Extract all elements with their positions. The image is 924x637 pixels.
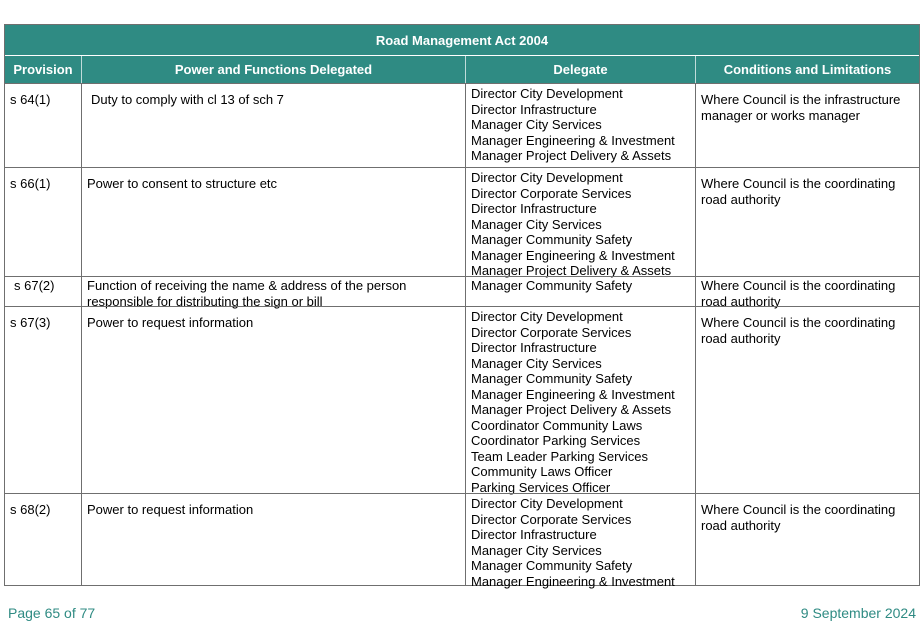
delegate-item: Manager Engineering & Investment <box>471 386 675 402</box>
delegate-item: Director City Development <box>471 309 623 324</box>
delegate-item: Director Infrastructure <box>471 527 597 542</box>
provision-cell: s 67(2) <box>14 278 55 293</box>
header-conditions: Conditions and Limitations <box>723 62 892 77</box>
table-header-row <box>5 56 919 83</box>
provision-cell: s 64(1) <box>10 92 51 107</box>
delegate-item: Team Leader Parking Services <box>471 448 649 464</box>
delegate-item: Coordinator Parking Services <box>471 433 641 448</box>
delegate-item: Manager City Services <box>471 355 602 371</box>
conditions-cell: Where Council is the coordinating road authority <box>701 278 896 309</box>
delegate-cell <box>466 494 695 589</box>
conditions-cell: Where Council is the coordinating road authority <box>701 176 896 207</box>
delegate-item: Director Infrastructure <box>471 101 597 117</box>
provision-cell: s 68(2) <box>10 502 51 517</box>
conditions-cell: Where Council is the infrastructure manager or works manager <box>701 92 901 123</box>
table-row <box>5 493 919 589</box>
delegate-cell <box>466 84 695 167</box>
delegate-item: Parking Services Officer <box>471 479 611 495</box>
table-row <box>5 306 919 493</box>
table-title: Road Management Act 2004 <box>5 25 919 56</box>
delegate-item: Community Laws Officer <box>471 464 613 479</box>
delegate-cell <box>466 307 695 493</box>
footer-date: 9 September 2024 <box>800 605 916 621</box>
delegate-item: Manager Engineering & Investment <box>471 573 675 589</box>
delegate-item: Director Corporate Services <box>471 185 632 201</box>
delegate-item: Manager Engineering & Investment <box>471 132 675 148</box>
conditions-cell: Where Council is the coordinating road authority <box>701 502 896 533</box>
table-row <box>5 276 919 309</box>
delegate-cell <box>466 277 695 306</box>
header-power: Power and Functions Delegated <box>174 62 373 77</box>
power-cell: Power to consent to structure etc <box>87 176 278 191</box>
conditions-cell: Where Council is the coordinating road authority <box>701 315 896 346</box>
provision-cell: s 66(1) <box>10 176 51 191</box>
delegate-item: Manager Project Delivery & Assets <box>471 402 672 417</box>
delegate-item: Manager Engineering & Investment <box>471 247 675 263</box>
delegate-item: Director Corporate Services <box>471 511 632 527</box>
table-row <box>5 83 919 167</box>
delegate-item: Director Infrastructure <box>471 340 597 355</box>
delegate-item: Director Corporate Services <box>471 324 632 340</box>
table-row <box>5 167 919 276</box>
delegate-item: Coordinator Community Laws <box>471 417 643 433</box>
delegate-cell <box>466 168 695 276</box>
delegate-item: Director Infrastructure <box>471 201 597 216</box>
delegate-item: Manager City Services <box>471 216 602 232</box>
delegate-item: Director City Development <box>471 496 623 511</box>
header-delegate: Delegate <box>553 62 608 77</box>
delegate-item: Manager Community Safety <box>471 278 633 293</box>
delegate-item: Director City Development <box>471 86 623 101</box>
power-cell: Power to request information <box>87 502 254 517</box>
delegate-item: Manager City Services <box>471 542 602 558</box>
delegate-item: Manager Community Safety <box>471 232 633 247</box>
delegate-item: Manager Project Delivery & Assets <box>471 263 672 278</box>
power-cell: Duty to comply with cl 13 of sch 7 <box>91 92 284 107</box>
power-cell: Power to request information <box>87 315 254 330</box>
page-number: Page 65 of 77 <box>8 605 96 621</box>
header-provision: Provision <box>13 62 73 77</box>
delegate-item: Manager Project Delivery & Assets <box>471 148 672 163</box>
delegate-item: Manager Community Safety <box>471 558 633 573</box>
delegate-item: Manager Community Safety <box>471 371 633 386</box>
delegate-item: Manager City Services <box>471 117 602 132</box>
delegation-table <box>4 24 920 589</box>
delegate-item: Director City Development <box>471 170 623 185</box>
provision-cell: s 67(3) <box>10 315 51 330</box>
power-cell: Function of receiving the name & address of the person responsible for distributing the sign or bill <box>87 278 407 309</box>
